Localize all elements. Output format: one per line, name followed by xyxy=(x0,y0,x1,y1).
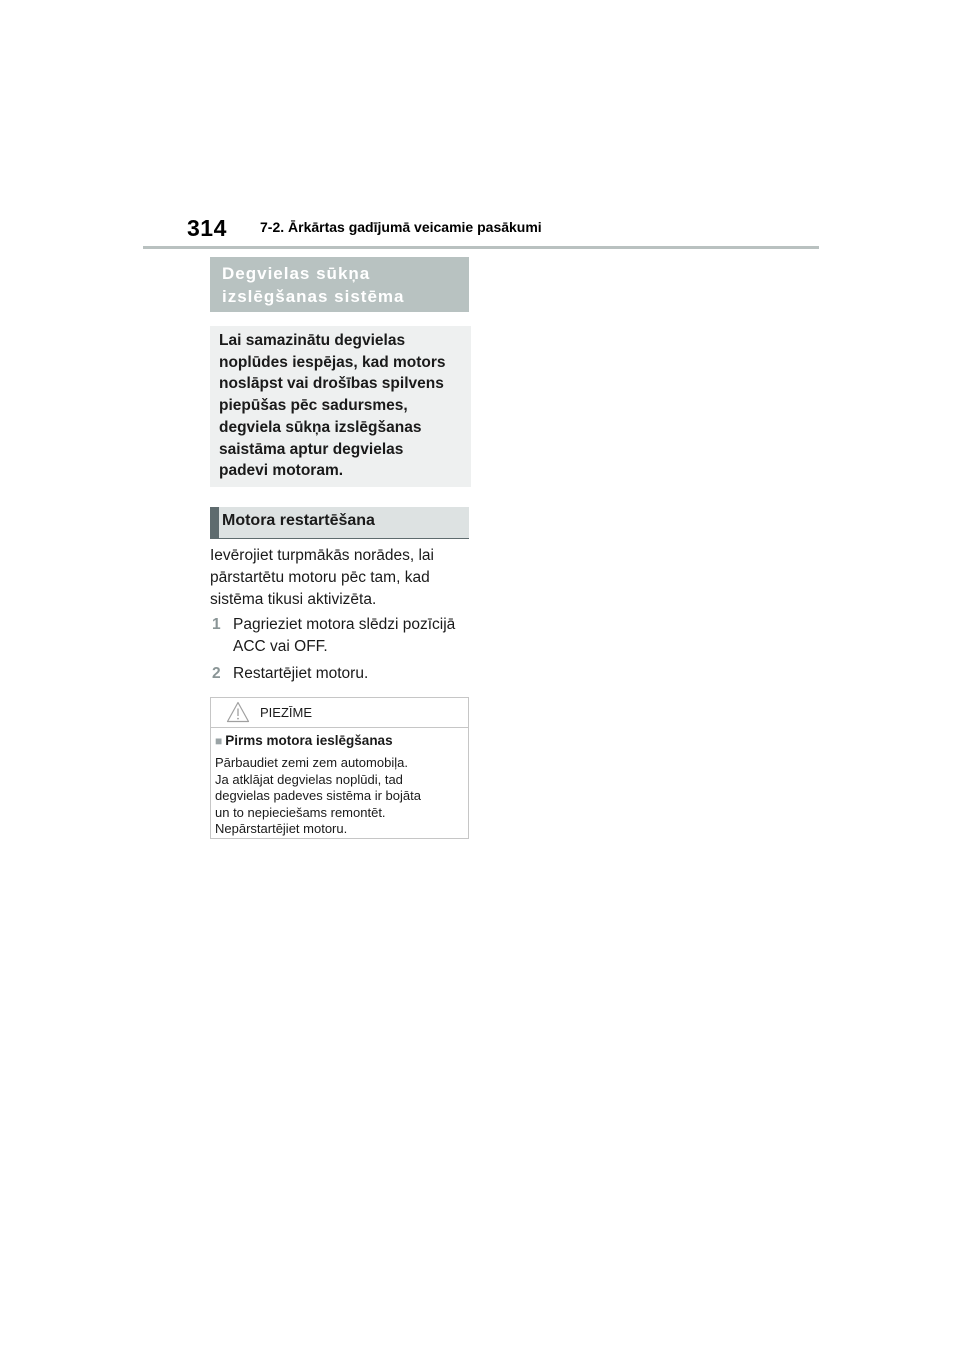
step-line: Restartējiet motoru. xyxy=(233,665,369,682)
summary-line: saistāma aptur degvielas xyxy=(219,440,404,458)
step-line: Pagrieziet motora slēdzi pozīcijā xyxy=(233,616,456,633)
square-bullet-icon: ■ xyxy=(215,734,223,748)
step-number: 1 xyxy=(212,616,221,633)
notice-box xyxy=(210,697,469,839)
notice-header xyxy=(211,698,468,728)
notice-label: PIEZĪME xyxy=(260,705,313,720)
topic-title-line: izslēgšanas sistēma xyxy=(222,287,405,306)
intro-line: sistēma tikusi aktivizēta. xyxy=(210,591,377,608)
summary-line: degviela sūkņa izslēgšanas xyxy=(219,418,422,436)
warning-triangle-icon xyxy=(226,701,250,723)
step-line: ACC vai OFF. xyxy=(233,638,328,655)
summary-box xyxy=(210,326,471,487)
step-number: 2 xyxy=(212,665,221,682)
notice-line: degvielas padeves sistēma ir bojāta xyxy=(215,788,421,803)
step-item xyxy=(210,663,472,685)
notice-line: Nepārstartējiet motoru. xyxy=(215,821,348,836)
page-number: 314 xyxy=(187,215,227,241)
summary-line: piepūšas pēc sadursmes, xyxy=(219,397,408,415)
notice-heading-text: Pirms motora ieslēgšanas xyxy=(225,733,393,748)
step-item xyxy=(210,614,472,658)
subheading-engine-restart xyxy=(210,507,469,539)
subheading-text: Motora restartēšana xyxy=(222,512,375,529)
intro-paragraph xyxy=(210,545,472,611)
section-title: 7-2. Ārkārtas gadījumā veicamie pasākumi xyxy=(260,219,542,235)
topic-title-box xyxy=(210,257,469,312)
topic-title-line: Degvielas sūkņa xyxy=(222,264,371,283)
notice-line: Pārbaudiet zemi zem automobiļa. xyxy=(215,755,408,770)
intro-line: pārstartētu motoru pēc tam, kad xyxy=(210,569,430,586)
notice-line: un to nepieciešams remontēt. xyxy=(215,804,386,820)
notice-line: Ja atklājat degvielas noplūdi, tad xyxy=(215,771,403,787)
page-header xyxy=(143,212,819,249)
notice-heading xyxy=(215,732,462,750)
summary-line: noslāpst vai drošības spilvens xyxy=(219,375,444,393)
notice-body xyxy=(211,728,468,838)
summary-line: Lai samazinātu degvielas xyxy=(219,332,406,349)
intro-line: Ievērojiet turpmākās norādes, lai xyxy=(210,547,435,564)
summary-line: noplūdes iespējas, kad motors xyxy=(219,353,446,371)
summary-line: padevi motoram. xyxy=(219,462,344,480)
